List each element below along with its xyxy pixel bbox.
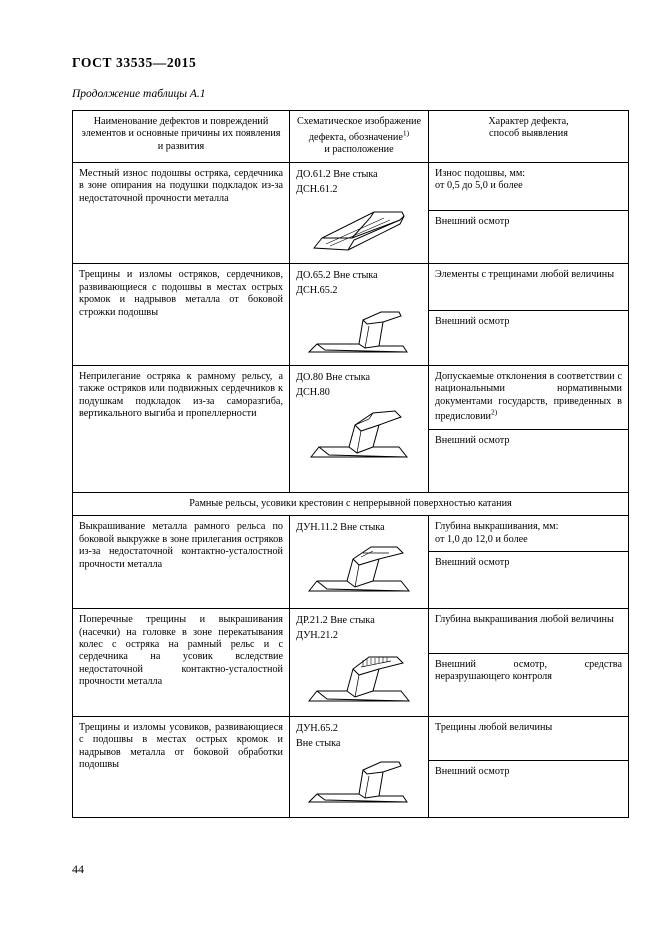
defect-code-line: ДСН.65.2 <box>296 285 338 297</box>
defect-code-line: ДУН.11.2 Вне стыка <box>296 522 385 534</box>
method-text: Внешний осмотр <box>435 216 510 228</box>
cell-description <box>73 264 290 366</box>
header-cell-character <box>429 111 629 163</box>
cell-method <box>429 761 629 818</box>
cell-description <box>73 516 290 609</box>
character-line: от 1,0 до 12,0 и более <box>435 533 528 545</box>
description-text: Местный износ подошвы остряка, сердечника в зоне опирания на подушки подкладок из-за недостаточной прочности металла <box>79 167 283 204</box>
defect-code-line: ДО.80 Вне стыка <box>296 371 371 383</box>
cell-character <box>429 162 629 211</box>
cell-description <box>73 609 290 717</box>
defect-code-line: ДУН.65.2 <box>296 722 339 734</box>
description-text: Неприлегание остряка к рамному рельсу, а также остряков или подвижных сердечников к подушкам подкладок из-за саморазгиба, вертикального выгиба и пропеллерности <box>79 370 283 420</box>
cell-figure <box>290 716 429 818</box>
table-row <box>73 716 629 761</box>
description-text: Поперечные трещины и выкрашивания (насечки) на головке в зоне перекатывания колес с остряка на рамный рельс и с сердечника на усовик вследствие недостаточной контактно-усталостной прочности металла <box>79 614 283 688</box>
table-row <box>73 264 629 311</box>
cell-character <box>429 264 629 311</box>
cell-character <box>429 609 629 654</box>
cell-method <box>429 429 629 492</box>
table-header-row <box>73 111 629 163</box>
cell-method <box>429 310 629 365</box>
cell-character <box>429 365 629 429</box>
defect-code-line: ДУН.21.2 <box>296 630 339 642</box>
description-text: Трещины и изломы остряков, сердечников, развивающиеся с подошвы в местах острых кромок и надрывов металла от боковой строжки подошвы <box>79 269 283 318</box>
cell-figure <box>290 264 429 366</box>
description-text: Выкрашивание металла рамного рельса по боковой выкружке в зоне прилегания остряков из-за недостаточной контактно-усталостной прочности металла <box>79 521 283 570</box>
defect-code-line: Вне стыка <box>296 737 341 749</box>
character-line: Трещины любой величины <box>435 721 553 733</box>
rail-profile-3-icon <box>303 403 415 465</box>
cell-description <box>73 162 290 264</box>
defect-code-line: ДР.21.2 Вне стыка <box>296 615 375 627</box>
cell-figure <box>290 162 429 264</box>
cell-method <box>429 211 629 264</box>
method-text: Внешний осмотр <box>435 766 510 778</box>
rail-profile-5-icon <box>303 647 415 709</box>
cell-method <box>429 653 629 716</box>
character-line: Глубина выкрашивания, мм: <box>435 521 559 533</box>
header-text-character: Характер дефекта, способ выявления <box>488 116 569 140</box>
footnote-marker-2: 2) <box>490 408 498 418</box>
footnote-marker-1: 1) <box>402 128 410 138</box>
header-cell-figure <box>290 111 429 163</box>
cell-character <box>429 716 629 761</box>
rail-profile-1-icon <box>304 200 414 256</box>
table-row <box>73 162 629 211</box>
standard-header: ГОСТ 33535—2015 <box>72 55 197 70</box>
table-section-row <box>73 492 629 515</box>
cell-figure <box>290 516 429 609</box>
defect-code-line: ДО.61.2 Вне стыка <box>296 168 378 180</box>
method-text: Внешний осмотр <box>435 315 510 327</box>
rail-profile-2-icon <box>303 302 415 358</box>
character-line: Элементы с трещинами любой величины <box>435 269 615 281</box>
character-text: Допускаемые отклонения в соответствии с национальными нормативными документами государств, приведенных в предисловии$^{2)}$ <box>435 370 622 423</box>
character-line: Глубина выкрашивания любой величины <box>435 614 614 626</box>
cell-description <box>73 365 290 492</box>
cell-figure <box>290 365 429 492</box>
section-title: Рамные рельсы, усовики крестовин с непрерывной поверхностью катания <box>73 492 629 515</box>
method-text: Внешний осмотр <box>435 434 510 446</box>
character-line: Износ подошвы, мм: <box>435 167 526 179</box>
cell-description <box>73 716 290 818</box>
description-text: Трещины и изломы усовиков, развивающиеся с подошвы в местах острых кромок и надрывов металла от боковой обработки подошвы <box>79 721 283 770</box>
defect-code-line: ДСН.61.2 <box>296 183 338 195</box>
table-row <box>73 609 629 654</box>
character-line: от 0,5 до 5,0 и более <box>435 180 523 192</box>
table-row <box>73 365 629 429</box>
table-row <box>73 516 629 552</box>
page-number: 44 <box>72 862 84 876</box>
header-text-figure: Схематическое изображение дефекта, обозначение$^{1)}$ и расположение <box>297 116 421 156</box>
rail-profile-4-icon <box>303 539 415 599</box>
defects-table <box>72 110 629 818</box>
method-text: Внешний осмотр <box>435 557 510 569</box>
header-cell-description <box>73 111 290 163</box>
method-text: Внешний осмотр, средства неразрушающего контроля <box>435 658 622 683</box>
table-caption: Продолжение таблицы А.1 <box>72 88 206 100</box>
defect-code-line: ДСН.80 <box>296 386 330 398</box>
rail-profile-6-icon <box>303 754 415 810</box>
cell-character <box>429 516 629 552</box>
defect-code-line: ДО.65.2 Вне стыка <box>296 270 378 282</box>
cell-figure <box>290 609 429 717</box>
header-text-description: Наименование дефектов и повреждений элементов и основные причины их появления и развития <box>81 116 281 152</box>
cell-method <box>429 552 629 609</box>
